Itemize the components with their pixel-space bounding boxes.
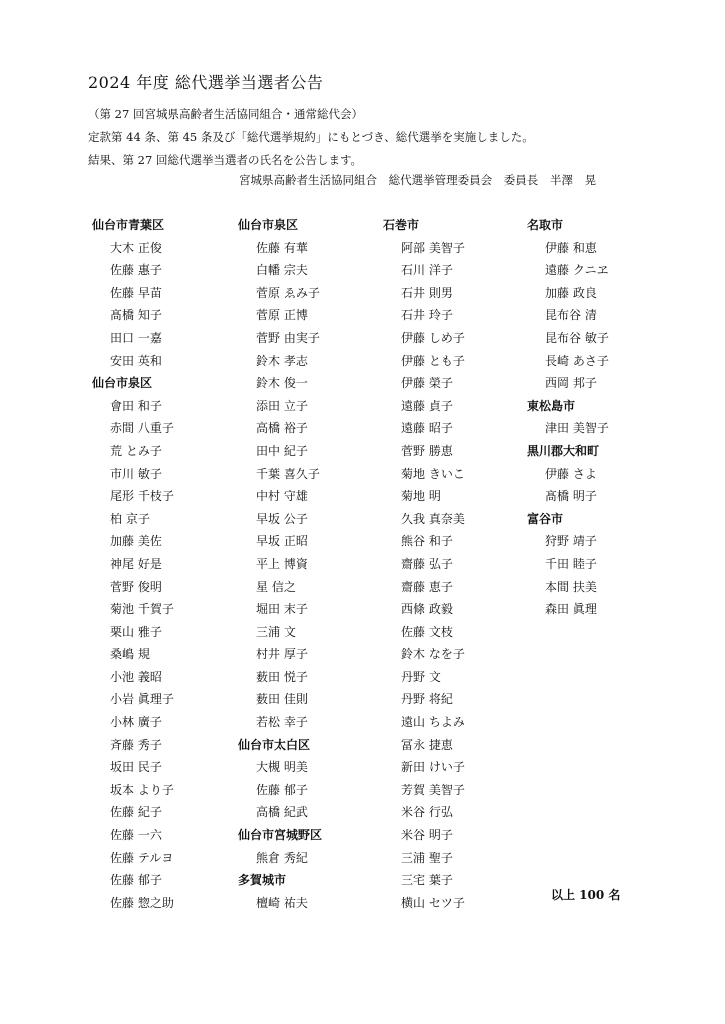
elected-name: 佐藤 惣之助	[110, 895, 174, 910]
intro-line-1: 定款第 44 条、第 45 条及び「総代選挙規約」にもとづき、総代選挙を実施しました。	[88, 130, 534, 144]
elected-name: 遠藤 貞子	[401, 398, 453, 413]
elected-name: 佐藤 郁子	[256, 782, 308, 797]
elected-name: 荒 とみ子	[110, 443, 162, 458]
elected-name: 堀田 末子	[256, 602, 308, 617]
elected-name: 昆布谷 敏子	[545, 330, 609, 345]
district-heading: 多賀城市	[238, 873, 287, 888]
elected-name: 檀崎 祐夫	[256, 895, 308, 910]
district-heading: 仙台市宮城野区	[238, 828, 323, 843]
elected-name: 丹野 文	[401, 669, 441, 684]
elected-name: 伊藤 さよ	[545, 466, 597, 481]
signature-line: 宮城県高齢者生活協同組合 総代選挙管理委員会 委員長 半澤 晃	[239, 173, 597, 187]
elected-name: 千葉 喜久子	[256, 466, 320, 481]
elected-name: 齋藤 弘子	[401, 556, 453, 571]
elected-name: 若松 幸子	[256, 715, 308, 730]
elected-name: 佐藤 早苗	[110, 285, 162, 300]
elected-name: 田中 紀子	[256, 443, 308, 458]
elected-name: 熊倉 秀紀	[256, 850, 308, 865]
document-title: 2024 年度 総代選挙当選者公告	[88, 73, 324, 92]
elected-name: 加藤 政良	[545, 285, 597, 300]
elected-name: 齋藤 恵子	[401, 579, 453, 594]
name-column-4	[527, 214, 667, 621]
elected-name: 中村 守雄	[256, 489, 308, 504]
name-column-3	[383, 214, 523, 914]
district-heading: 名取市	[527, 218, 564, 232]
district-heading: 富谷市	[527, 511, 564, 526]
elected-name: 久我 真奈美	[401, 511, 465, 526]
elected-name: 芳賀 美智子	[401, 782, 465, 797]
district-heading: 石巻市	[383, 218, 420, 232]
elected-name: 鈴木 なを子	[401, 647, 465, 662]
elected-name: 三宅 葉子	[401, 873, 453, 888]
elected-name: 三浦 聖子	[401, 850, 453, 865]
elected-name: 白幡 宗夫	[256, 263, 308, 278]
elected-name: 石井 玲子	[401, 308, 453, 323]
elected-name: 會田 和子	[110, 398, 162, 413]
intro-line-2: 結果、第 27 回総代選挙当選者の氏名を公告します。	[88, 153, 363, 167]
elected-name: 星 信之	[256, 579, 296, 594]
elected-name: 米谷 明子	[401, 828, 453, 843]
elected-name: 伊藤 榮子	[401, 376, 453, 391]
elected-name: 髙橋 明子	[545, 489, 597, 504]
elected-name: 早坂 正昭	[256, 534, 308, 549]
elected-name: 佐藤 郁子	[110, 873, 162, 888]
district-heading: 黒川郡大和町	[527, 443, 600, 458]
elected-name: 薮田 悦子	[256, 669, 308, 684]
elected-name: 狩野 靖子	[545, 534, 597, 549]
elected-name: 菊地 明	[401, 489, 441, 504]
elected-name: 熊谷 和子	[401, 534, 453, 549]
district-heading: 東松島市	[527, 398, 576, 413]
elected-name: 高橋 紀武	[256, 805, 308, 820]
elected-name: 田口 一嘉	[110, 330, 162, 345]
elected-name: 佐藤 一六	[110, 828, 162, 843]
elected-name: 鈴木 孝志	[256, 353, 308, 368]
elected-name: 菅野 俊明	[110, 579, 162, 594]
elected-name: 坂田 民子	[110, 760, 162, 775]
elected-name: 米谷 行弘	[401, 805, 453, 820]
elected-name: 安田 英和	[110, 353, 162, 368]
elected-name: 佐藤 惠子	[110, 263, 162, 278]
elected-name: 市川 敏子	[110, 466, 162, 481]
elected-name: 斉藤 秀子	[110, 737, 162, 752]
elected-name: 本間 扶美	[545, 579, 597, 594]
elected-name: 鈴木 俊一	[256, 376, 308, 391]
elected-name: 阿部 美智子	[401, 240, 465, 255]
subtitle: （第 27 回宮城県高齢者生活協同組合・通常総代会）	[88, 107, 363, 121]
elected-name: 栗山 雅子	[110, 624, 162, 639]
elected-name: 丹野 将紀	[401, 692, 453, 707]
name-column-1	[92, 214, 232, 914]
district-heading: 仙台市太白区	[238, 737, 311, 752]
elected-name: 添田 立子	[256, 398, 308, 413]
elected-name: 石井 則男	[401, 285, 453, 300]
elected-name: 伊藤 和恵	[545, 240, 597, 255]
elected-name: 佐藤 テルヨ	[110, 850, 174, 865]
elected-name: 尾形 千枝子	[110, 489, 174, 504]
elected-name: 菅原 正博	[256, 308, 308, 323]
district-heading: 仙台市泉区	[238, 218, 299, 232]
elected-name: 加藤 美佐	[110, 534, 162, 549]
elected-name: 高橋 裕子	[256, 421, 308, 436]
elected-name: 菊池 千賀子	[110, 602, 174, 617]
elected-name: 小池 義昭	[110, 669, 162, 684]
name-column-2	[238, 214, 378, 914]
elected-name: 伊藤 とも子	[401, 353, 465, 368]
elected-name: 髙橋 知子	[110, 308, 162, 323]
district-heading: 仙台市青葉区	[92, 218, 165, 232]
elected-name: 石川 洋子	[401, 263, 453, 278]
elected-name: 遠藤 昭子	[401, 421, 453, 436]
elected-name: 佐藤 紀子	[110, 805, 162, 820]
elected-name: 佐藤 文枝	[401, 624, 453, 639]
elected-name: 昆布谷 清	[545, 308, 597, 323]
elected-name: 早坂 公子	[256, 511, 308, 526]
elected-name: 森田 眞理	[545, 602, 597, 617]
elected-name: 菅野 由実子	[256, 330, 320, 345]
district-heading: 仙台市泉区	[92, 376, 153, 391]
elected-name: 菅野 勝恵	[401, 443, 453, 458]
elected-name: 赤間 八重子	[110, 421, 174, 436]
elected-name: 横山 セツ子	[401, 895, 465, 910]
elected-name: 神尾 好是	[110, 556, 162, 571]
elected-name: 千田 睦子	[545, 556, 597, 571]
elected-name: 佐藤 有華	[256, 240, 308, 255]
elected-name: 新田 けい子	[401, 760, 465, 775]
elected-name: 柏 京子	[110, 511, 150, 526]
elected-name: 大槻 明美	[256, 760, 308, 775]
elected-name: 三浦 文	[256, 624, 296, 639]
elected-name: 西岡 邦子	[545, 376, 597, 391]
elected-name: 村井 厚子	[256, 647, 308, 662]
elected-name: 桑嶋 規	[110, 647, 150, 662]
elected-name: 遠藤 クニヱ	[545, 263, 609, 278]
elected-name: 遠山 ちよみ	[401, 715, 465, 730]
elected-name: 薮田 佳則	[256, 692, 308, 707]
elected-name: 小林 廣子	[110, 715, 162, 730]
total-count: 以上 100 名	[551, 888, 621, 902]
elected-name: 坂本 より子	[110, 782, 174, 797]
elected-name: 大木 正俊	[110, 240, 162, 255]
elected-name: 西條 政毅	[401, 602, 453, 617]
elected-name: 津田 美智子	[545, 421, 609, 436]
elected-name: 平上 博資	[256, 556, 308, 571]
elected-name: 菊地 きいこ	[401, 466, 465, 481]
elected-name: 冨永 捷恵	[401, 737, 453, 752]
elected-name: 伊藤 しめ子	[401, 330, 465, 345]
elected-name: 長崎 あさ子	[545, 353, 609, 368]
elected-name: 菅原 ゑみ子	[256, 285, 320, 300]
elected-name: 小岩 眞理子	[110, 692, 174, 707]
